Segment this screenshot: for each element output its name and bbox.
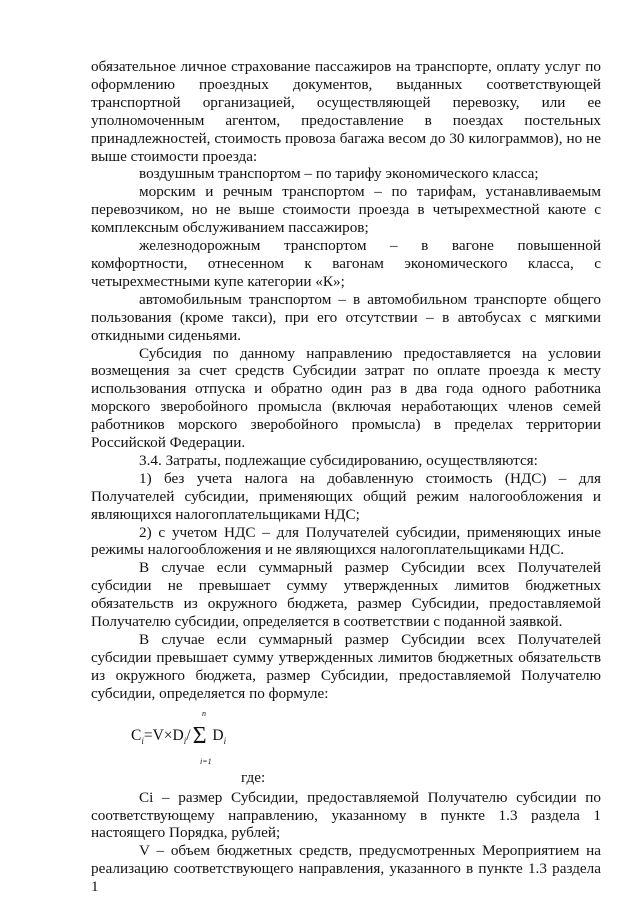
definition: V – объем бюджетных средств, предусмотренных Мероприятием на реализацию соответствующего направления, указанного в пункте 1.3 раздела 1 <box>91 842 601 896</box>
formula-v-d: =V×D <box>143 726 184 744</box>
paragraph: обязательное личное страхование пассажиров на транспорте, оплату услуг по оформлению проездных документов, выданных соответствующей транспортной организацией, осуществляющей перевозку, или ее уполномоченным агентом, предоставление в поездах постельных принадлежностей, стоимость провоза багажа весом до 30 килограммов), но не выше стоимости проезда: <box>91 58 601 165</box>
formula-sub: i <box>141 735 144 746</box>
paragraph: В случае если суммарный размер Субсидии всех Получателей субсидии превышает сумму утвержденных лимитов бюджетных обязательств из окружного бюджета, размер Субсидии, предоставляемой Получателю субсидии, определяется по формуле: <box>91 631 601 702</box>
paragraph: морским и речным транспортом – по тарифам, устанавливаемым перевозчиком, но не выше стоимости проезда в четырехместной каюте с комплексным обслуживанием пассажиров; <box>91 183 601 237</box>
formula-expression <box>131 722 227 749</box>
sigma-symbol: Σ <box>192 722 207 749</box>
document-page <box>91 58 601 896</box>
formula-d: D <box>212 726 224 744</box>
formula-sub: i <box>183 735 187 746</box>
paragraph: Субсидия по данному направлению предоставляется на условии возмещения за счет средств Субсидии затрат по оплате проезда к месту использования отпуска и обратно один раз в два года одного работника морского зверобойного промысла (включая неработающих членов семей работников морского зверобойного промысла) в пределах территории Российской Федерации. <box>91 344 601 452</box>
paragraph: железнодорожным транспортом – в вагоне повышенной комфортности, отнесенном к вагонам экономического класса, с четырехместными купе категории «К»; <box>91 237 601 290</box>
list-item: 1) без учета налога на добавленную стоимость (НДС) – для Получателей субсидии, применяющих общий режим налогообложения и являющихся налогоплательщиками НДС; <box>91 469 601 523</box>
definition: Ci – размер Субсидии, предоставляемой Получателю субсидии по соответствующему направлению, указанному в пункте 1.3 раздела 1 настоящего Порядка, рублей; <box>91 788 601 842</box>
paragraph: автомобильным транспортом – в автомобильном транспорте общего пользования (кроме такси), при его отсутствии – в автобусах с мягкими откидными сиденьями. <box>91 290 601 344</box>
paragraph: В случае если суммарный размер Субсидии всех Получателей субсидии не превышает сумму утвержденных лимитов бюджетных обязательств из окружного бюджета, размер Субсидии, предоставляемой Получателю субсидии, определяется в соответствии с поданной заявкой. <box>91 559 601 631</box>
section-heading: 3.4. Затраты, подлежащие субсидированию, осуществляются: <box>139 451 538 469</box>
formula-slash: / <box>186 726 191 744</box>
subsidy-formula <box>91 703 601 769</box>
sum-upper-limit: n <box>202 708 206 718</box>
where-label: где: <box>241 768 266 786</box>
paragraph: воздушным транспортом – по тарифу экономического класса; <box>139 165 539 183</box>
formula-c: C <box>131 726 142 744</box>
list-item: 2) с учетом НДС – для Получателей субсидии, применяющих иные режимы налогообложения и не являющихся налогоплательщиками НДС. <box>91 523 601 559</box>
sum-lower-limit: i=1 <box>200 756 212 766</box>
formula-sub: i <box>223 735 227 746</box>
